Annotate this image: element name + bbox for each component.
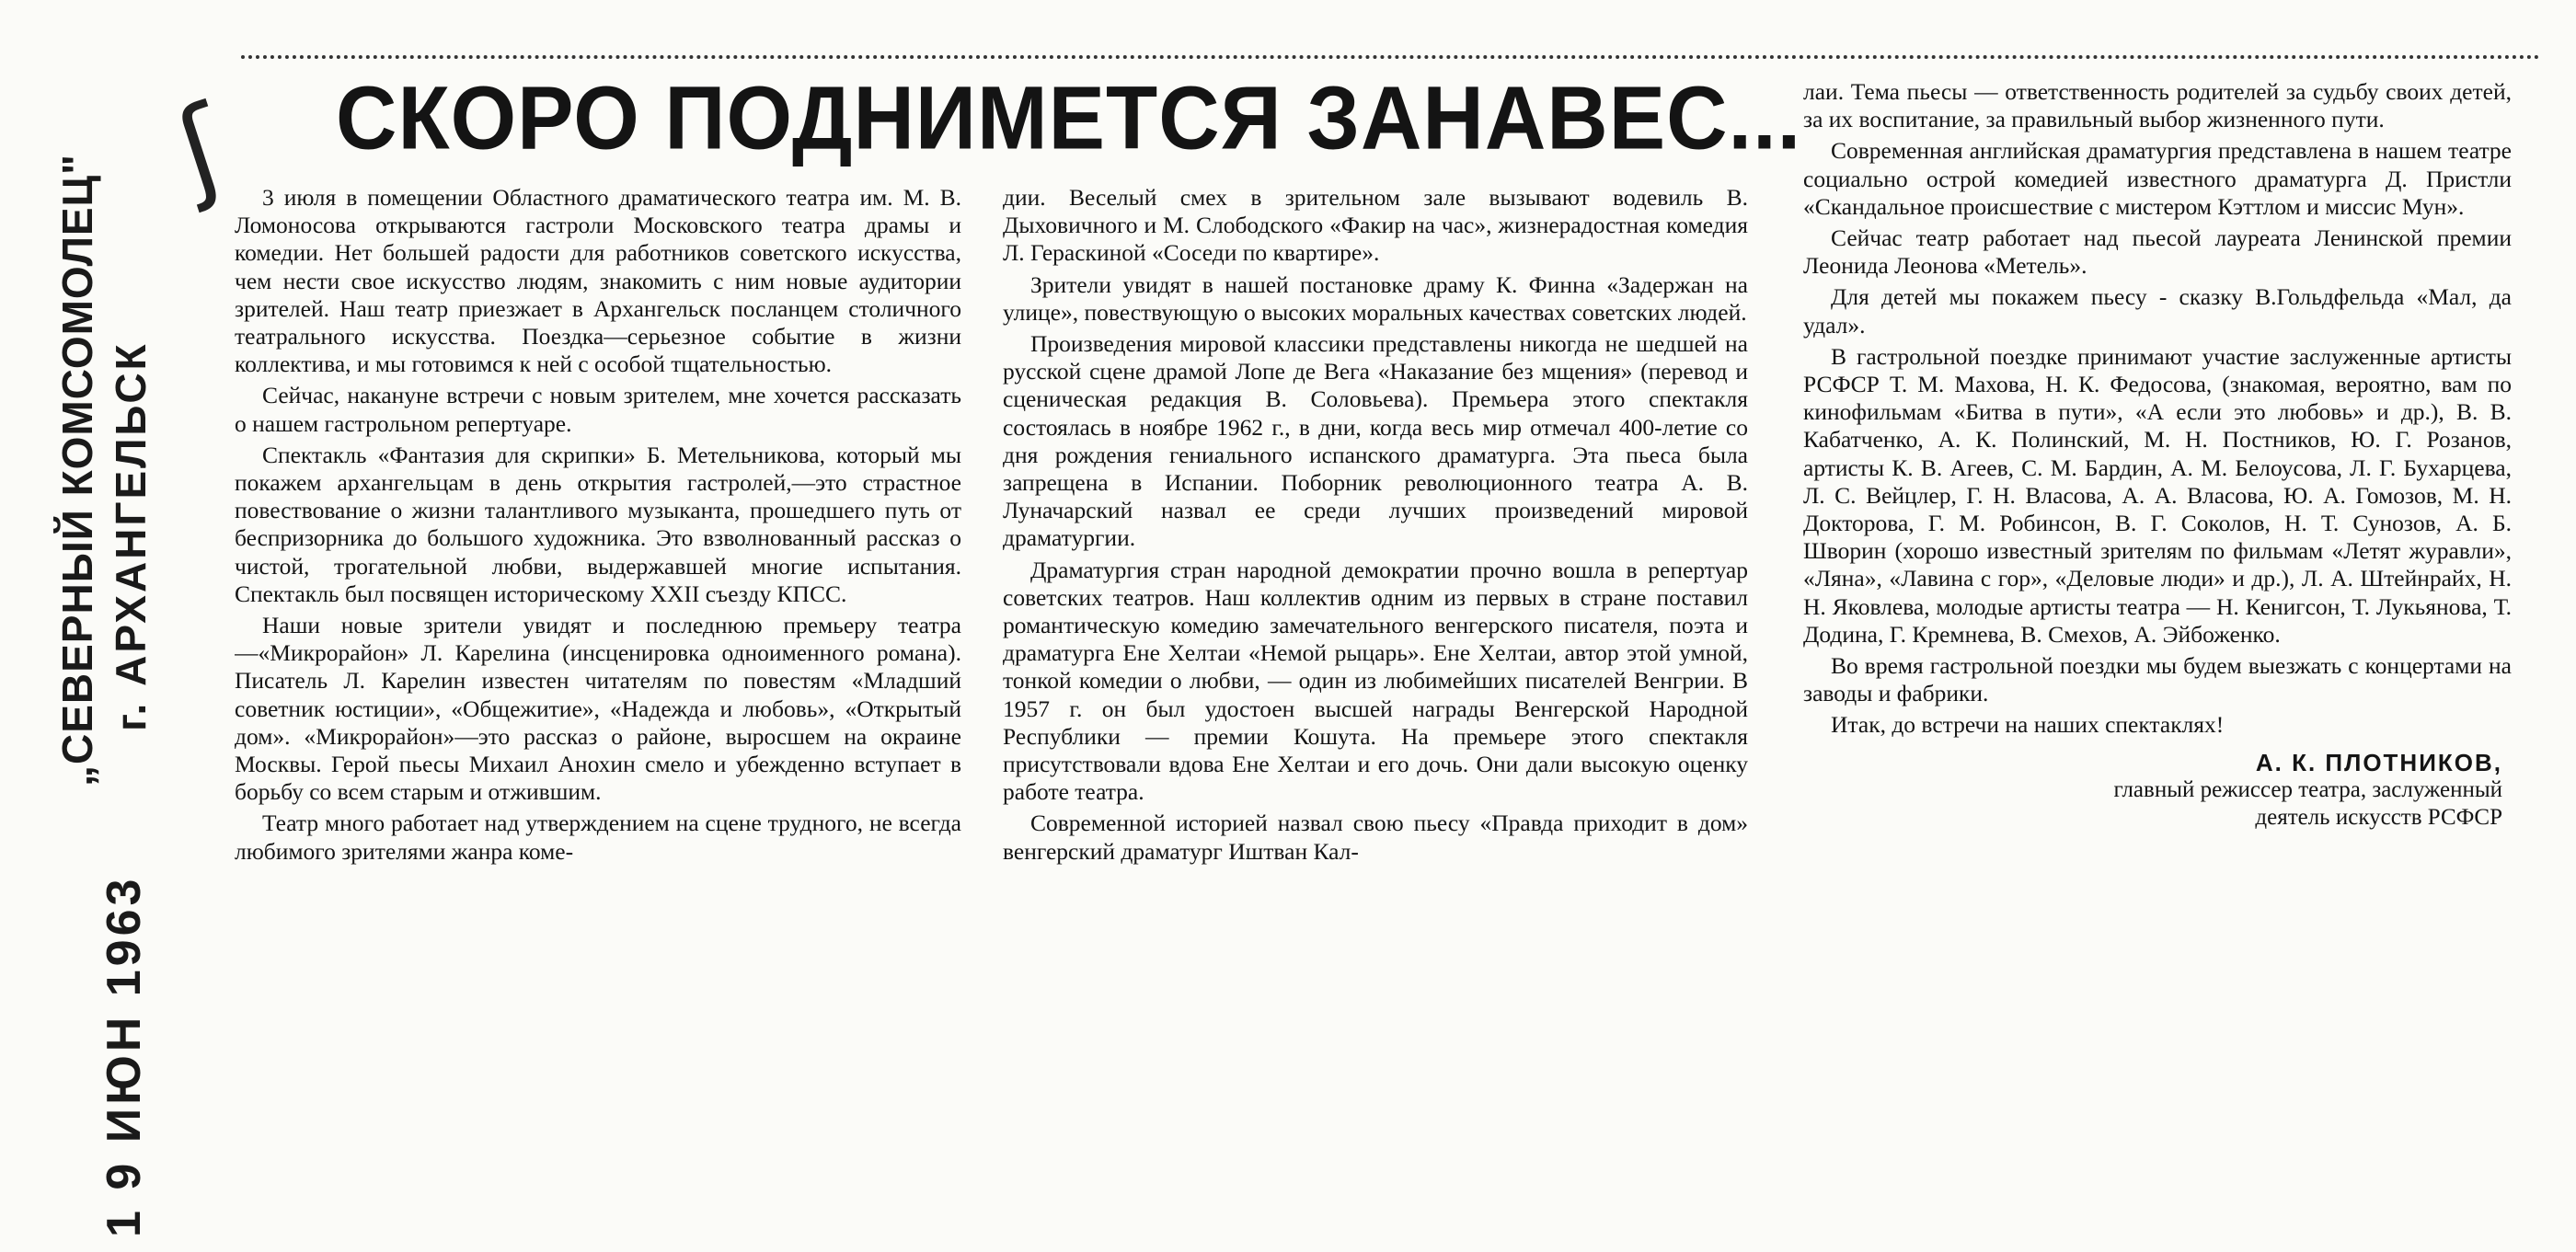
paragraph: Итак, до встречи на наших спектаклях!: [1831, 711, 2225, 739]
paragraph: Драматургия стран народной демократии прочно вошла в репертуар советских театров. Наш коллектив одним из первых в стране поставил романтическую комедию замечательного венгерского писателя, поэта и драматурга Ене Хелтаи «Немой рыцарь». Ене Хелтаи, автор этой умной, тонкой комедии о любви, — один из любимейших писателей Венгрии. В 1957 г. он был удостоен высшей награды Венгерской Народной Республики — премии Кошута. На премьере этого спектакля присутствовали вдова Ене Хелтаи и его дочь. Они дали высокую оценку работе театра.: [1003, 556, 1748, 806]
article-headline: СКОРО ПОДНИМЕТСЯ ЗАНАВЕС...: [336, 68, 1802, 168]
article-column-1: [235, 184, 961, 994]
author-role-line-2: деятель искусств РСФСР: [2255, 804, 2502, 830]
top-rule-divider: [241, 55, 2541, 59]
paragraph: Современной историей назвал свою пьесу «Правда приходит в дом» венгерский драматург Иштван Кал-: [1003, 810, 1748, 865]
newspaper-source-label: [55, 154, 154, 787]
paragraph: Зрители увидят в нашей постановке драму К. Финна «Задержан на улице», повествующую о высоких моральных качествах советских людей.: [1003, 270, 1748, 326]
paragraph: Во время гастрольной поездки мы будем выезжать с концертами на заводы и фабрики.: [1803, 652, 2512, 707]
paragraph: дии. Веселый смех в зрительном зале вызывают водевиль В. Дыховичного и М. Слободского «Факир на час», жизнерадостная комедия Л. Гераскиной «Соседи по квартире».: [1003, 184, 1748, 267]
paragraph: Для детей мы покажем пьесу - сказку В.Гольдфельда «Мал, да удал».: [1803, 283, 2512, 339]
paragraph: Наши новые зрители увидят и последнюю премьеру театра—«Микрорайон» Л. Карелина (инсценировка одноименного романа). Писатель Л. Карелин известен читателям по повестям «Младший советник юстиции», «Общежитие», «Надежда и любовь», «Открытый дом». «Микрорайон»—это рассказ о районе, выросшем на окраине Москвы. Герой пьесы Михаил Анохин смело и убежденно вступает в борьбу со всем старым и отжившим.: [235, 612, 961, 806]
author-role-line-1: главный режиссер театра, заслуженный: [2113, 776, 2502, 802]
paragraph: Спектакль «Фантазия для скрипки» Б. Метельникова, который мы покажем архангельцам в день открытия гастролей,—это страстное повествование о жизни талантливого музыканта, прошедшего путь от беспризорника до большого художника. Это взволнованный рассказ о чистой, трогательной любви, выдержавшей многие испытания. Спектакль был посвящен историческому XXII съезду КПСС.: [235, 441, 961, 607]
article-column-3: [1803, 78, 2512, 906]
paragraph: Современная английская драматургия представлена в нашем театре социально острой комедией известного драматурга Д. Пристли «Скандальное происшествие с мистером Кэттлом и миссис Мун».: [1803, 137, 2512, 220]
article-column-2: [1003, 184, 1748, 994]
paragraph: Сейчас театр работает над пьесой лауреата Ленинской премии Леонида Леонова «Метель».: [1803, 224, 2512, 280]
date-stamp-text: 1 9 ИЮН 1963: [98, 875, 151, 1237]
paragraph: 3 июля в помещении Областного драматического театра им. М. В. Ломоносова открываются гастроли Московского театра драмы и комедии. Нет большей радости для работников советского искусства, чем нести свое искусство людям, знакомить с ним новые аудитории зрителей. Наш театр приезжает в Архангельск посланцем столичного театрального искусства. Поездка—серьезное событие в жизни коллектива, и мы готовимся к ней с особой тщательностью.: [235, 184, 961, 378]
paragraph: Сейчас, накануне встречи с новым зрителем, мне хочется рассказать о нашем гастрольном репертуаре.: [235, 382, 961, 437]
author-signature: [1803, 749, 2512, 832]
date-stamp: [97, 876, 152, 1237]
newspaper-city: г. АРХАНГЕЛЬСК: [107, 341, 155, 731]
paragraph: лаи. Тема пьесы — ответственность родителей за судьбу своих детей, за их воспитание, за правильный выбор жизненного пути.: [1803, 78, 2512, 133]
handwritten-pen-mark-icon: ʃ: [163, 82, 238, 216]
newspaper-name: „СЕВЕРНЫЙ КОМСОМОЛЕЦ": [53, 154, 101, 787]
paragraph: В гастрольной поездке принимают участие заслуженные артисты РСФСР Т. М. Махова, Н. К. Федосова, (знакомая, вероятно, вам по кинофильмам «Битва в пути», «А если это любовь» и др.), В. В. Кабатченко, А. К. Полинский, М. Н. Постников, Ю. Г. Розанов, артисты К. В. Агеев, С. М. Бардин, А. М. Белоусова, Л. Г. Бухарцева, Л. С. Вейцлер, Г. Н. Власова, А. А. Власова, Ю. А. Гомозов, М. Н. Докторова, Г. М. Робинсон, В. Г. Соколов, Н. Т. Сунозов, А. Б. Шворин (хорошо известный зрителям по фильмам «Летят журавли», «Ляна», «Лавина с гор», «Деловые люди» и др.), Л. А. Штейнрайх, Н. Н. Яковлева, молодые артисты театра — Н. Кенигсон, Т. Лукьянова, Т. Додина, Г. Кремнева, В. Смехов, А. Эйбоженко.: [1803, 342, 2512, 648]
paragraph: Произведения мировой классики представлены никогда не шедшей на русской сцене драмой Лопе де Вега «Наказание без мщения» (перевод и сценическая редакция В. Соловьева). Премьера этого спектакля состоялась в ноябре 1962 г., в дни, когда весь мир отмечал 400-летие со дня рождения гениального испанского драматурга. Эта пьеса была запрещена в Испании. Поборник революционного театра А. В. Луначарский назвал ее среди лучших произведений мировой драматургии.: [1003, 330, 1748, 552]
author-name: А. К. ПЛОТНИКОВ,: [2255, 748, 2502, 776]
paragraph: Театр много работает над утверждением на сцене трудного, не всегда любимого зрителями жанра коме-: [235, 810, 961, 865]
